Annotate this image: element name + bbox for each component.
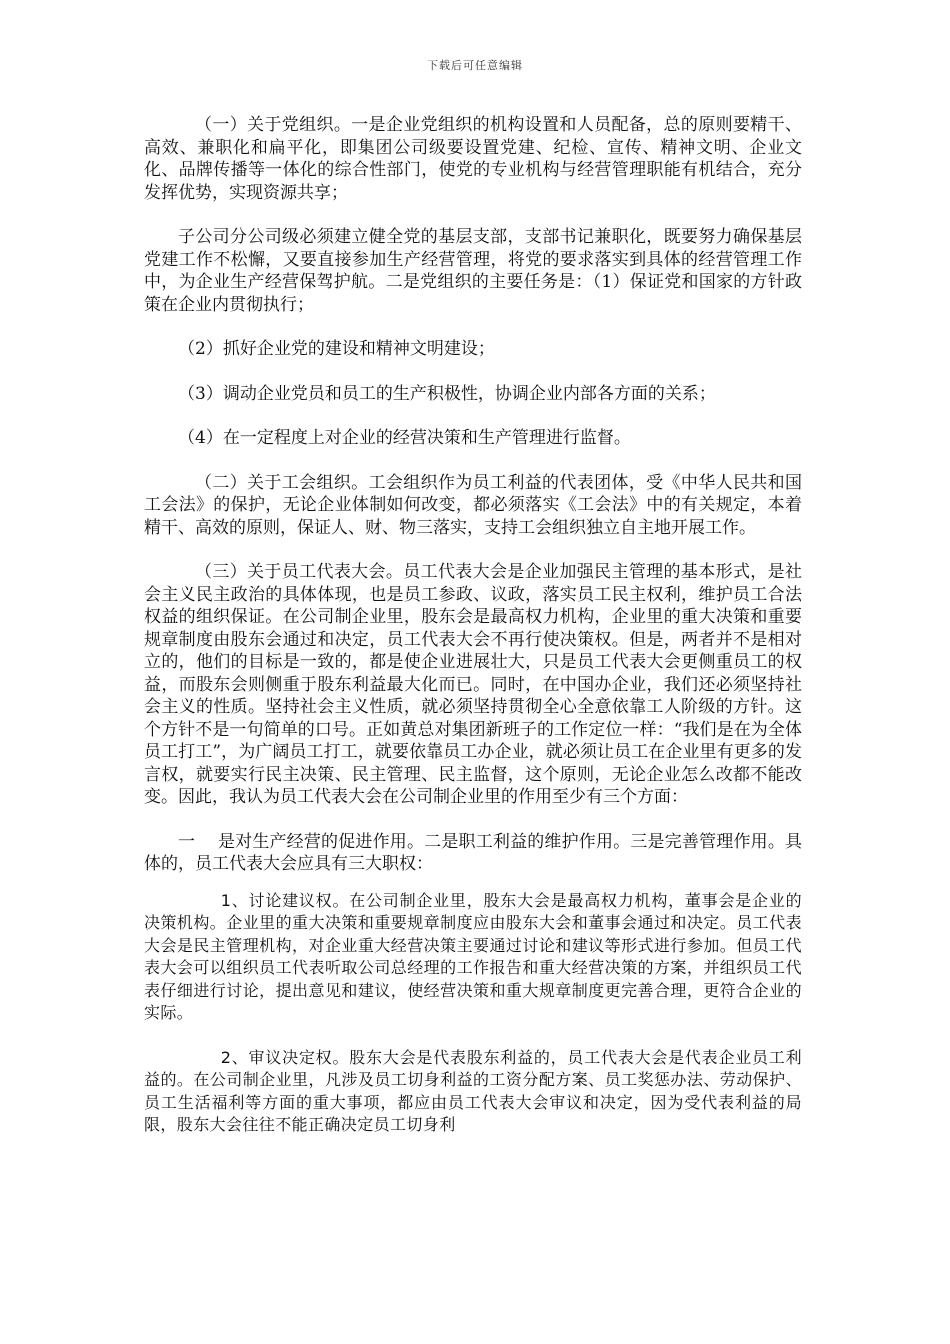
paragraph-task-4: （4）在一定程度上对企业的经营决策和生产管理进行监督。 [178,428,631,448]
paragraph-branch-level: 子公司分公司级必须建立健全党的基层支部，支部书记兼职化，既要努力确保基层党建工作不松懈，又要直接参加生产经营管理，将党的要求落实到具体的经营管理工作中，为企业生产经营保驾护航。二是党组织的主要任务是：（1）保证党和国家的方针政策在企业内贯彻执行； [144,227,802,315]
paragraph-right-discussion: 1、讨论建议权。在公司制企业里，股东大会是最高权力机构，董事会是企业的决策机构。企业里的重大决策和重要规章制度应由股东大会和董事会通过和决定。员工代表大会是民主管理机构，对企业重大经营决策主要通过讨论和建议等形式进行参加。但员工代表大会可以组织员工代表听取公司总经理的工作报告和重大经营决策的方案，并组织员工代表仔细进行讨论，提出意见和建议，使经营决策和重大规章制度更完善合理，更符合企业的实际。 [144,890,802,1022]
paragraph-task-3: （3）调动企业党员和员工的生产积极性，协调企业内部各方面的关系； [178,383,716,404]
paragraph-three-roles: 一 是对生产经营的促进作用。二是职工利益的维护作用。三是完善管理作用。具体的，员工代表大会应具有三大职权： [144,831,802,874]
paragraph-trade-union: （二）关于工会组织。工会组织作为员工利益的代表团体，受《中华人民共和国工会法》的保护，无论企业体制如何改变，都必须落实《工会法》中的有关规定，本着精干、高效的原则，保证人、财、物三落实，支持工会组织独立自主地开展工作。 [144,472,802,538]
paragraph-task-2: （2）抓好企业党的建设和精神文明建设； [178,339,495,359]
paragraph-party-organization: （一）关于党组织。一是企业党组织的机构设置和人员配备，总的原则要精干、高效、兼职化和扁平化，即集团公司级要设置党建、纪检、宣传、精神文明、企业文化、品牌传播等一体化的综合性部门，使党的专业机构与经营管理职能有机结合，充分发挥优势，实现资源共享； [144,115,802,203]
paragraph-staff-congress: （三）关于员工代表大会。员工代表大会是企业加强民主管理的基本形式，是社会主义民主政治的具体体现，也是员工参政、议政，落实员工民主权利，维护员工合法权益的组织保证。在公司制企业里，股东会是最高权力机构，企业里的重大决策和重要规章制度由股东会通过和决定，员工代表大会不再行使决策权。但是，两者并不是相对立的，他们的目标是一致的，都是使企业进展壮大，只是员工代表大会更侧重员工的权益，而股东会则侧重于股东利益最大化而已。同时，在中国办企业，我们还必须坚持社会主义的性质。坚持社会主义性质，就必须坚持贯彻全心全意依靠工人阶级的方针。这个方针不是一句简单的口号。正如黄总对集团新班子的工作定位一样：“我们是在为全体员工打工”，为广阔员工打工，就要依靠员工办企业，就必须让员工在企业里有更多的发言权，就要实行民主决策、民主管理、民主监督，这个原则，无论企业怎么改都不能改变。因此，我认为员工代表大会在公司制企业里的作用至少有三个方面： [144,562,802,807]
paragraph-right-review: 2、审议决定权。股东大会是代表股东利益的，员工代表大会是代表企业员工利益的。在公司制企业里，凡涉及员工切身利益的工资分配方案、员工奖惩办法、劳动保护、员工生活福利等方面的重大事项，都应由员工代表大会审议和决定，因为受代表利益的局限，股东大会往往不能正确决定员工切身利 [144,1047,802,1134]
page-header: 下载后可任意编辑 [427,59,523,72]
document-body [144,114,802,1137]
